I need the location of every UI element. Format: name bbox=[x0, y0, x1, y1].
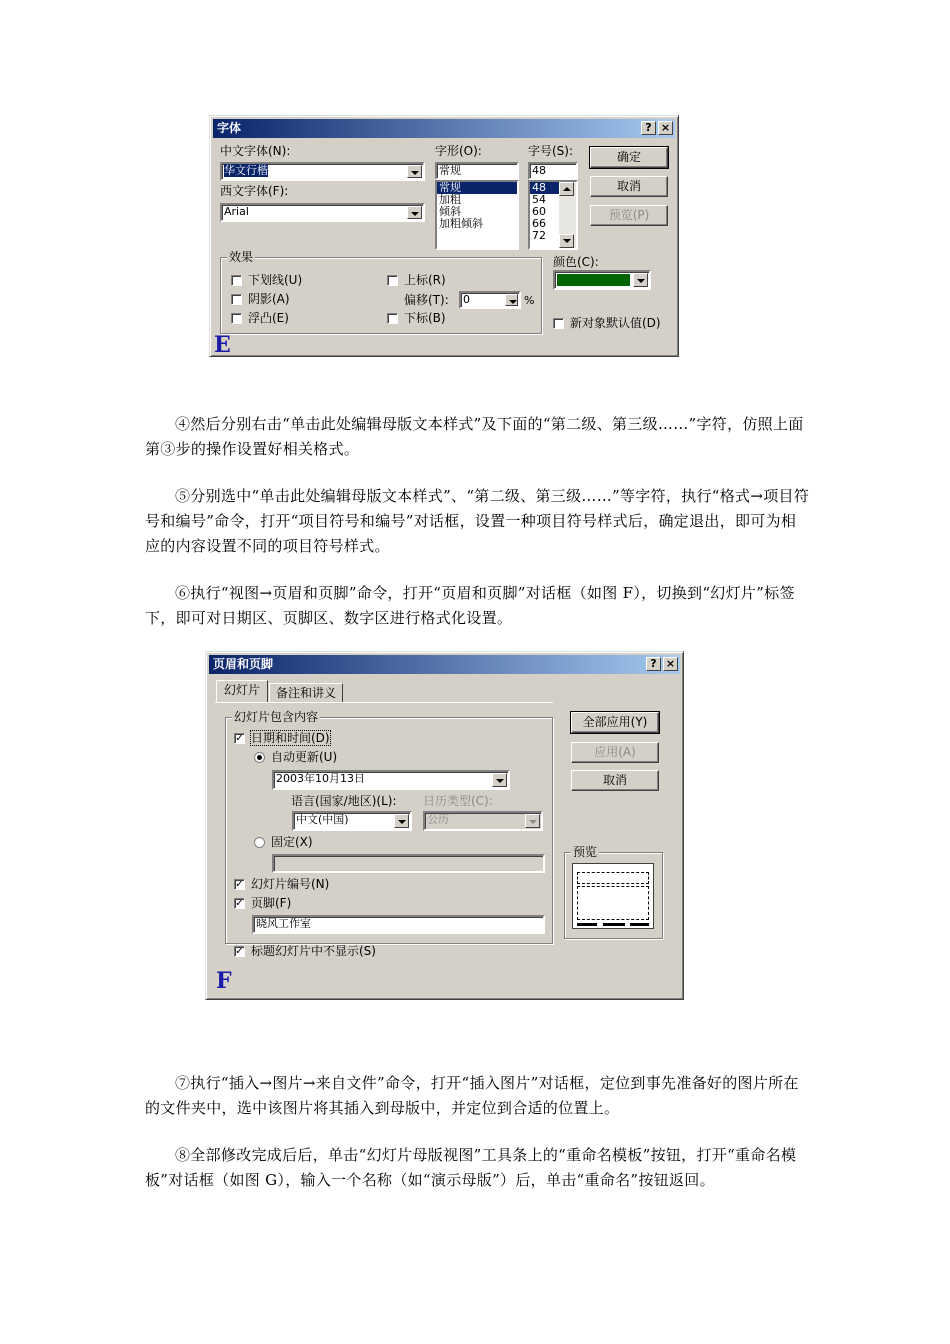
percent-label: % bbox=[524, 294, 535, 307]
help-button[interactable]: ? bbox=[641, 121, 656, 135]
preview-title-placeholder bbox=[577, 872, 649, 884]
fixed-radio[interactable] bbox=[254, 837, 265, 848]
font-dialog-title: 字体 bbox=[217, 121, 242, 135]
style-value: 常规 bbox=[439, 164, 461, 177]
list-item[interactable]: 加粗 bbox=[439, 193, 461, 206]
date-format-value: 2003年10月13日 bbox=[276, 772, 365, 785]
preview-title: 预览 bbox=[573, 845, 598, 859]
list-item[interactable]: 66 bbox=[532, 217, 546, 230]
apply-all-button[interactable]: 全部应用(Y) bbox=[571, 712, 659, 733]
cn-font-combo[interactable] bbox=[220, 162, 425, 181]
language-label: 语言(国家/地区)(L): bbox=[291, 794, 397, 808]
tab-notes[interactable]: 备注和讲义 bbox=[269, 683, 343, 702]
shadow-checkbox[interactable] bbox=[231, 294, 242, 305]
west-font-value: Arial bbox=[224, 205, 249, 218]
cn-font-value: 华文行楷 bbox=[224, 164, 268, 177]
default-label: 新对象默认值(D) bbox=[570, 316, 661, 330]
color-swatch bbox=[557, 274, 630, 286]
chevron-down-icon[interactable] bbox=[407, 165, 422, 178]
style-label: 字形(O): bbox=[435, 144, 482, 158]
preview-slide bbox=[572, 863, 654, 929]
size-list[interactable] bbox=[528, 180, 578, 250]
chevron-down-icon[interactable] bbox=[525, 814, 540, 828]
preview-date-area bbox=[577, 923, 597, 926]
offset-label: 偏移(T): bbox=[404, 293, 449, 307]
date-time-checkbox[interactable]: ✓ bbox=[235, 733, 244, 744]
chevron-down-icon[interactable] bbox=[633, 273, 648, 287]
paragraph-7: ⑦执行“插入→图片→来自文件”命令，打开“插入图片”对话框，定位到事先准备好的图片所在的文件夹中，选中该图片将其插入到母版中，并定位到合适的位置上。 bbox=[145, 1074, 799, 1117]
style-list[interactable] bbox=[435, 180, 519, 250]
color-label: 颜色(C): bbox=[553, 255, 599, 269]
auto-update-label: 自动更新(U) bbox=[271, 750, 338, 764]
list-item[interactable]: 48 bbox=[530, 182, 559, 194]
default-checkbox[interactable] bbox=[553, 318, 564, 329]
chevron-down-icon[interactable] bbox=[394, 814, 409, 828]
west-font-label: 西文字体(F): bbox=[220, 184, 289, 198]
paragraph-5: ⑤分别选中“单击此处编辑母版文本样式”、“第二级、第三级……”等字符，执行“格式→项目符号和编号”命令，打开“项目符号和编号”对话框，设置一种项目符号样式后，确定退出，即可为相应的内容设置不同的项目符号样式。 bbox=[145, 487, 810, 555]
fixed-input[interactable] bbox=[272, 854, 545, 873]
close-button[interactable]: × bbox=[663, 657, 678, 671]
preview-button[interactable]: 预览(P) bbox=[590, 205, 668, 226]
no-title-label: 标题幻灯片中不显示(S) bbox=[251, 944, 376, 958]
no-title-checkbox[interactable]: ✓ bbox=[235, 946, 244, 957]
superscript-checkbox[interactable] bbox=[387, 275, 398, 286]
scroll-down-icon[interactable] bbox=[559, 234, 574, 248]
style-input[interactable] bbox=[435, 162, 519, 180]
chevron-down-icon[interactable] bbox=[407, 206, 422, 219]
cancel-button[interactable]: 取消 bbox=[571, 770, 659, 791]
size-label: 字号(S): bbox=[528, 144, 574, 158]
list-item[interactable]: 常规 bbox=[437, 182, 517, 194]
font-dialog bbox=[209, 115, 679, 357]
date-time-label: 日期和时间(D) bbox=[251, 731, 330, 745]
preview-body-placeholder bbox=[577, 886, 649, 920]
figure-letter: E bbox=[214, 332, 231, 358]
emboss-checkbox[interactable] bbox=[231, 313, 242, 324]
chevron-down-icon[interactable] bbox=[492, 773, 507, 787]
auto-update-radio[interactable] bbox=[254, 752, 265, 763]
hf-dialog-title: 页眉和页脚 bbox=[213, 657, 274, 671]
tab-slide[interactable]: 幻灯片 bbox=[216, 680, 268, 702]
list-item[interactable]: 60 bbox=[532, 205, 546, 218]
header-footer-dialog bbox=[205, 651, 684, 1000]
cancel-button[interactable]: 取消 bbox=[590, 176, 668, 197]
preview-number-area bbox=[630, 923, 649, 926]
size-value: 48 bbox=[532, 164, 546, 177]
calendar-value: 公历 bbox=[427, 813, 449, 826]
calendar-combo[interactable] bbox=[423, 811, 543, 831]
apply-button[interactable]: 应用(A) bbox=[571, 742, 659, 763]
hf-dialog-titlebar bbox=[209, 655, 680, 674]
language-value: 中文(中国) bbox=[296, 813, 349, 826]
footer-checkbox[interactable]: ✓ bbox=[235, 898, 244, 909]
fixed-label: 固定(X) bbox=[271, 835, 313, 849]
emboss-label: 浮凸(E) bbox=[248, 311, 289, 325]
list-item[interactable]: 倾斜 bbox=[439, 205, 461, 218]
preview-footer-area bbox=[603, 923, 625, 926]
paragraph-8: ⑧全部修改完成后后，单击“幻灯片母版视图”工具条上的“重命名模板”按钮，打开“重命名模板”对话框（如图 G），输入一个名称（如“演示母版”）后，单击“重命名”按钮返回。 bbox=[145, 1146, 797, 1189]
close-button[interactable]: × bbox=[658, 121, 673, 135]
subscript-checkbox[interactable] bbox=[387, 313, 398, 324]
scroll-up-icon[interactable] bbox=[559, 182, 574, 196]
subscript-label: 下标(B) bbox=[404, 311, 446, 325]
shadow-label: 阴影(A) bbox=[248, 292, 290, 306]
cn-font-label: 中文字体(N): bbox=[220, 144, 291, 158]
paragraph-4: ④然后分别右击“单击此处编辑母版文本样式”及下面的“第二级、第三级……”字符，仿照上面第③步的操作设置好相关格式。 bbox=[145, 415, 804, 458]
size-input[interactable] bbox=[528, 162, 578, 180]
ok-button[interactable]: 确定 bbox=[590, 147, 668, 168]
font-dialog-titlebar bbox=[213, 119, 675, 138]
underline-checkbox[interactable] bbox=[231, 275, 242, 286]
color-combo[interactable] bbox=[553, 270, 651, 290]
footer-label: 页脚(F) bbox=[251, 896, 292, 910]
figure-letter: F bbox=[216, 968, 232, 994]
slide-number-checkbox[interactable]: ✓ bbox=[235, 879, 244, 890]
superscript-label: 上标(R) bbox=[404, 273, 446, 287]
date-format-combo[interactable] bbox=[272, 770, 510, 790]
west-font-combo[interactable] bbox=[220, 203, 425, 222]
underline-label: 下划线(U) bbox=[248, 273, 303, 287]
footer-value: 晓风工作室 bbox=[256, 917, 311, 930]
language-combo[interactable] bbox=[292, 811, 412, 831]
list-item[interactable]: 54 bbox=[532, 193, 546, 206]
list-item[interactable]: 72 bbox=[532, 229, 546, 242]
slide-number-label: 幻灯片编号(N) bbox=[251, 877, 330, 891]
slide-content-title: 幻灯片包含内容 bbox=[234, 710, 319, 724]
paragraph-6: ⑥执行“视图→页眉和页脚”命令，打开“页眉和页脚”对话框（如图 F），切换到“幻灯片”标签下，即可对日期区、页脚区、数字区进行格式化设置。 bbox=[145, 584, 795, 627]
effects-title: 效果 bbox=[229, 250, 254, 264]
footer-input[interactable] bbox=[252, 915, 545, 934]
list-item[interactable]: 加粗倾斜 bbox=[439, 217, 483, 230]
offset-value: 0 bbox=[463, 293, 470, 306]
size-scrollbar[interactable] bbox=[559, 182, 576, 248]
offset-input[interactable] bbox=[459, 291, 521, 309]
calendar-label: 日历类型(C): bbox=[423, 794, 493, 808]
help-button[interactable]: ? bbox=[646, 657, 661, 671]
spin-icon[interactable] bbox=[505, 294, 518, 306]
